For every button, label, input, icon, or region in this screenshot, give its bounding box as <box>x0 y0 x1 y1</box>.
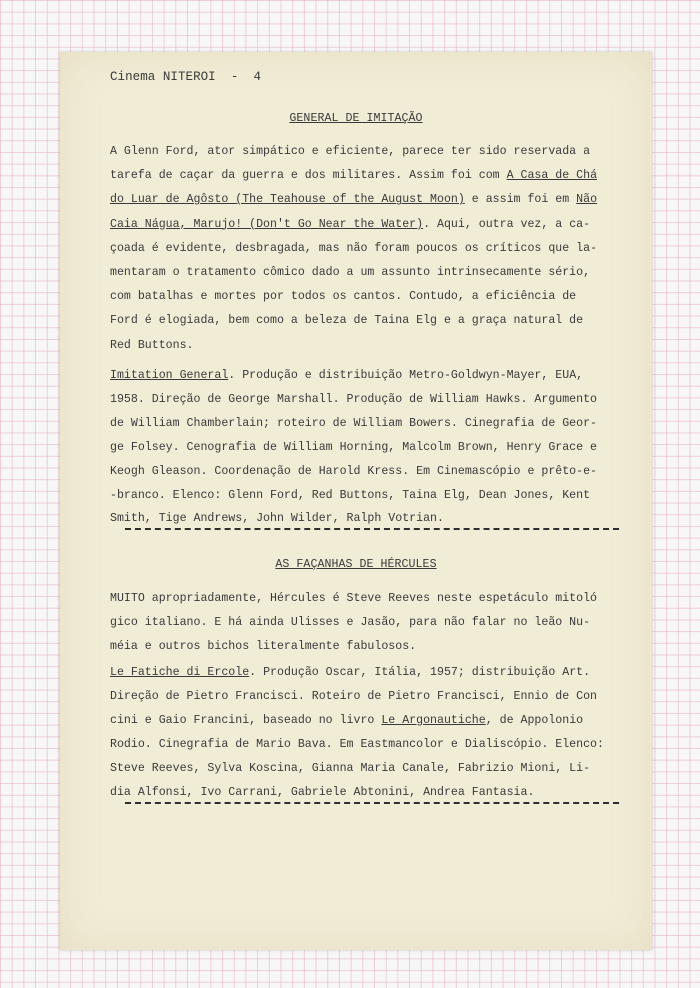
text-line <box>110 417 597 430</box>
text-line <box>110 738 604 751</box>
text-segment: dia Alfonsi, Ivo Carrani, Gabriele Abtonini, Andrea Fantasia. <box>110 786 535 799</box>
text-segment: -branco. Elenco: Glenn Ford, Red Buttons, Taina Elg, Dean Jones, Kent <box>110 488 591 502</box>
text-segment: Keogh Gleason. Coordenação de Harold Kress. Em Cinemascópio e prêto-e- <box>110 464 598 478</box>
text-segment: Rodio. Cinegrafia de Mario Bava. Em Eastmancolor e Dialiscópio. Elenco: <box>110 738 604 751</box>
underlined-title: Le Argonautiche <box>381 714 486 727</box>
text-line <box>110 512 444 525</box>
text-segment: çoada é evidente, desbragada, mas não foram poucos os críticos que la- <box>110 241 598 255</box>
text-line <box>110 266 590 279</box>
section-title-as-facanhas-de-hercules: AS FAÇANHAS DE HÉRCULES <box>275 558 437 571</box>
text-segment: A Glenn Ford, ator simpático e eficiente, parece ter sido reservada a <box>110 145 591 158</box>
text-segment: . Produção Oscar, Itália, 1957; distribuição Art. <box>249 666 591 679</box>
text-line <box>110 592 597 605</box>
page-header: Cinema NITEROI - 4 <box>110 70 262 84</box>
text-segment: tarefa de caçar da guerra e dos militares. Assim foi com <box>110 169 507 183</box>
text-segment: de William Chamberlain; roteiro de William Bowers. Cinegrafia de Geor- <box>110 416 598 430</box>
text-line <box>110 441 597 454</box>
text-line <box>110 369 583 382</box>
text-line <box>110 193 597 206</box>
text-line <box>110 290 576 303</box>
text-segment: Ford é elogiada, bem como a beleza de Taina Elg e a graça natural de <box>110 314 584 328</box>
text-line <box>110 690 597 703</box>
text-segment: , de Appolonio <box>485 714 584 727</box>
underlined-title: Não <box>576 193 598 207</box>
text-line <box>110 242 597 255</box>
text-segment: mentaram o tratamento cômico dado a um assunto intrinsecamente sério, <box>110 266 591 279</box>
text-segment: . Aqui, outra vez, a ca- <box>423 217 591 231</box>
text-segment: Steve Reeves, Sylva Koscina, Gianna Maria Canale, Fabrizio Mioni, Li- <box>110 762 591 775</box>
text-line <box>110 339 194 352</box>
text-segment: . Produção e distribuição Metro-Goldwyn-Mayer, EUA, <box>228 369 584 382</box>
text-line <box>110 393 597 406</box>
text-line <box>110 145 590 158</box>
underlined-title: Caia Nágua, Marujo! (Don't Go Near the Water) <box>110 217 424 231</box>
text-line <box>110 786 534 799</box>
dashed-separator <box>125 528 619 530</box>
text-line <box>110 489 590 502</box>
text-segment: Direção de Pietro Francisci. Roteiro de Pietro Francisci, Ennio de Con <box>110 690 598 703</box>
dashed-separator <box>125 802 619 804</box>
text-line <box>110 314 583 327</box>
text-segment: 1958. Direção de George Marshall. Produção de William Hawks. Argumento <box>110 392 598 406</box>
section-title-general-de-imitacao: GENERAL DE IMITAÇÃO <box>289 112 423 125</box>
text-line <box>110 169 597 182</box>
text-segment: méia e outros bichos literalmente fabulosos. <box>110 640 417 654</box>
text-segment: Red Buttons. <box>110 338 194 352</box>
text-segment: cini e Gaio Francini, baseado no livro <box>110 714 382 727</box>
underlined-title: A Casa de Chá <box>506 169 598 183</box>
underlined-title: do Luar de Agôsto (The Teahouse of the August Moon) <box>110 193 465 207</box>
text-segment: Smith, Tige Andrews, John Wilder, Ralph Votrian. <box>110 512 444 526</box>
typewritten-page <box>60 52 652 950</box>
underlined-title: Le Fatiche di Ercole <box>110 666 250 679</box>
text-line <box>110 714 583 727</box>
text-line <box>110 666 590 679</box>
text-segment: com batalhas e mortes por todos os cantos. Contudo, a eficiência de <box>110 290 577 304</box>
underlined-title: Imitation General <box>110 369 229 382</box>
text-line <box>110 465 597 478</box>
text-line <box>110 616 590 629</box>
text-segment: e assim foi em <box>464 193 577 207</box>
text-line <box>110 218 590 231</box>
text-segment: gico italiano. E há ainda Ulisses e Jasão, para não falar no leão Nu- <box>110 616 591 630</box>
text-line <box>110 640 416 653</box>
text-segment: MUITO apropriadamente, Hércules é Steve Reeves neste espetáculo mitoló <box>110 592 598 605</box>
text-segment: ge Folsey. Cenografia de William Horning, Malcolm Brown, Henry Grace e <box>110 440 598 454</box>
text-line <box>110 762 590 775</box>
